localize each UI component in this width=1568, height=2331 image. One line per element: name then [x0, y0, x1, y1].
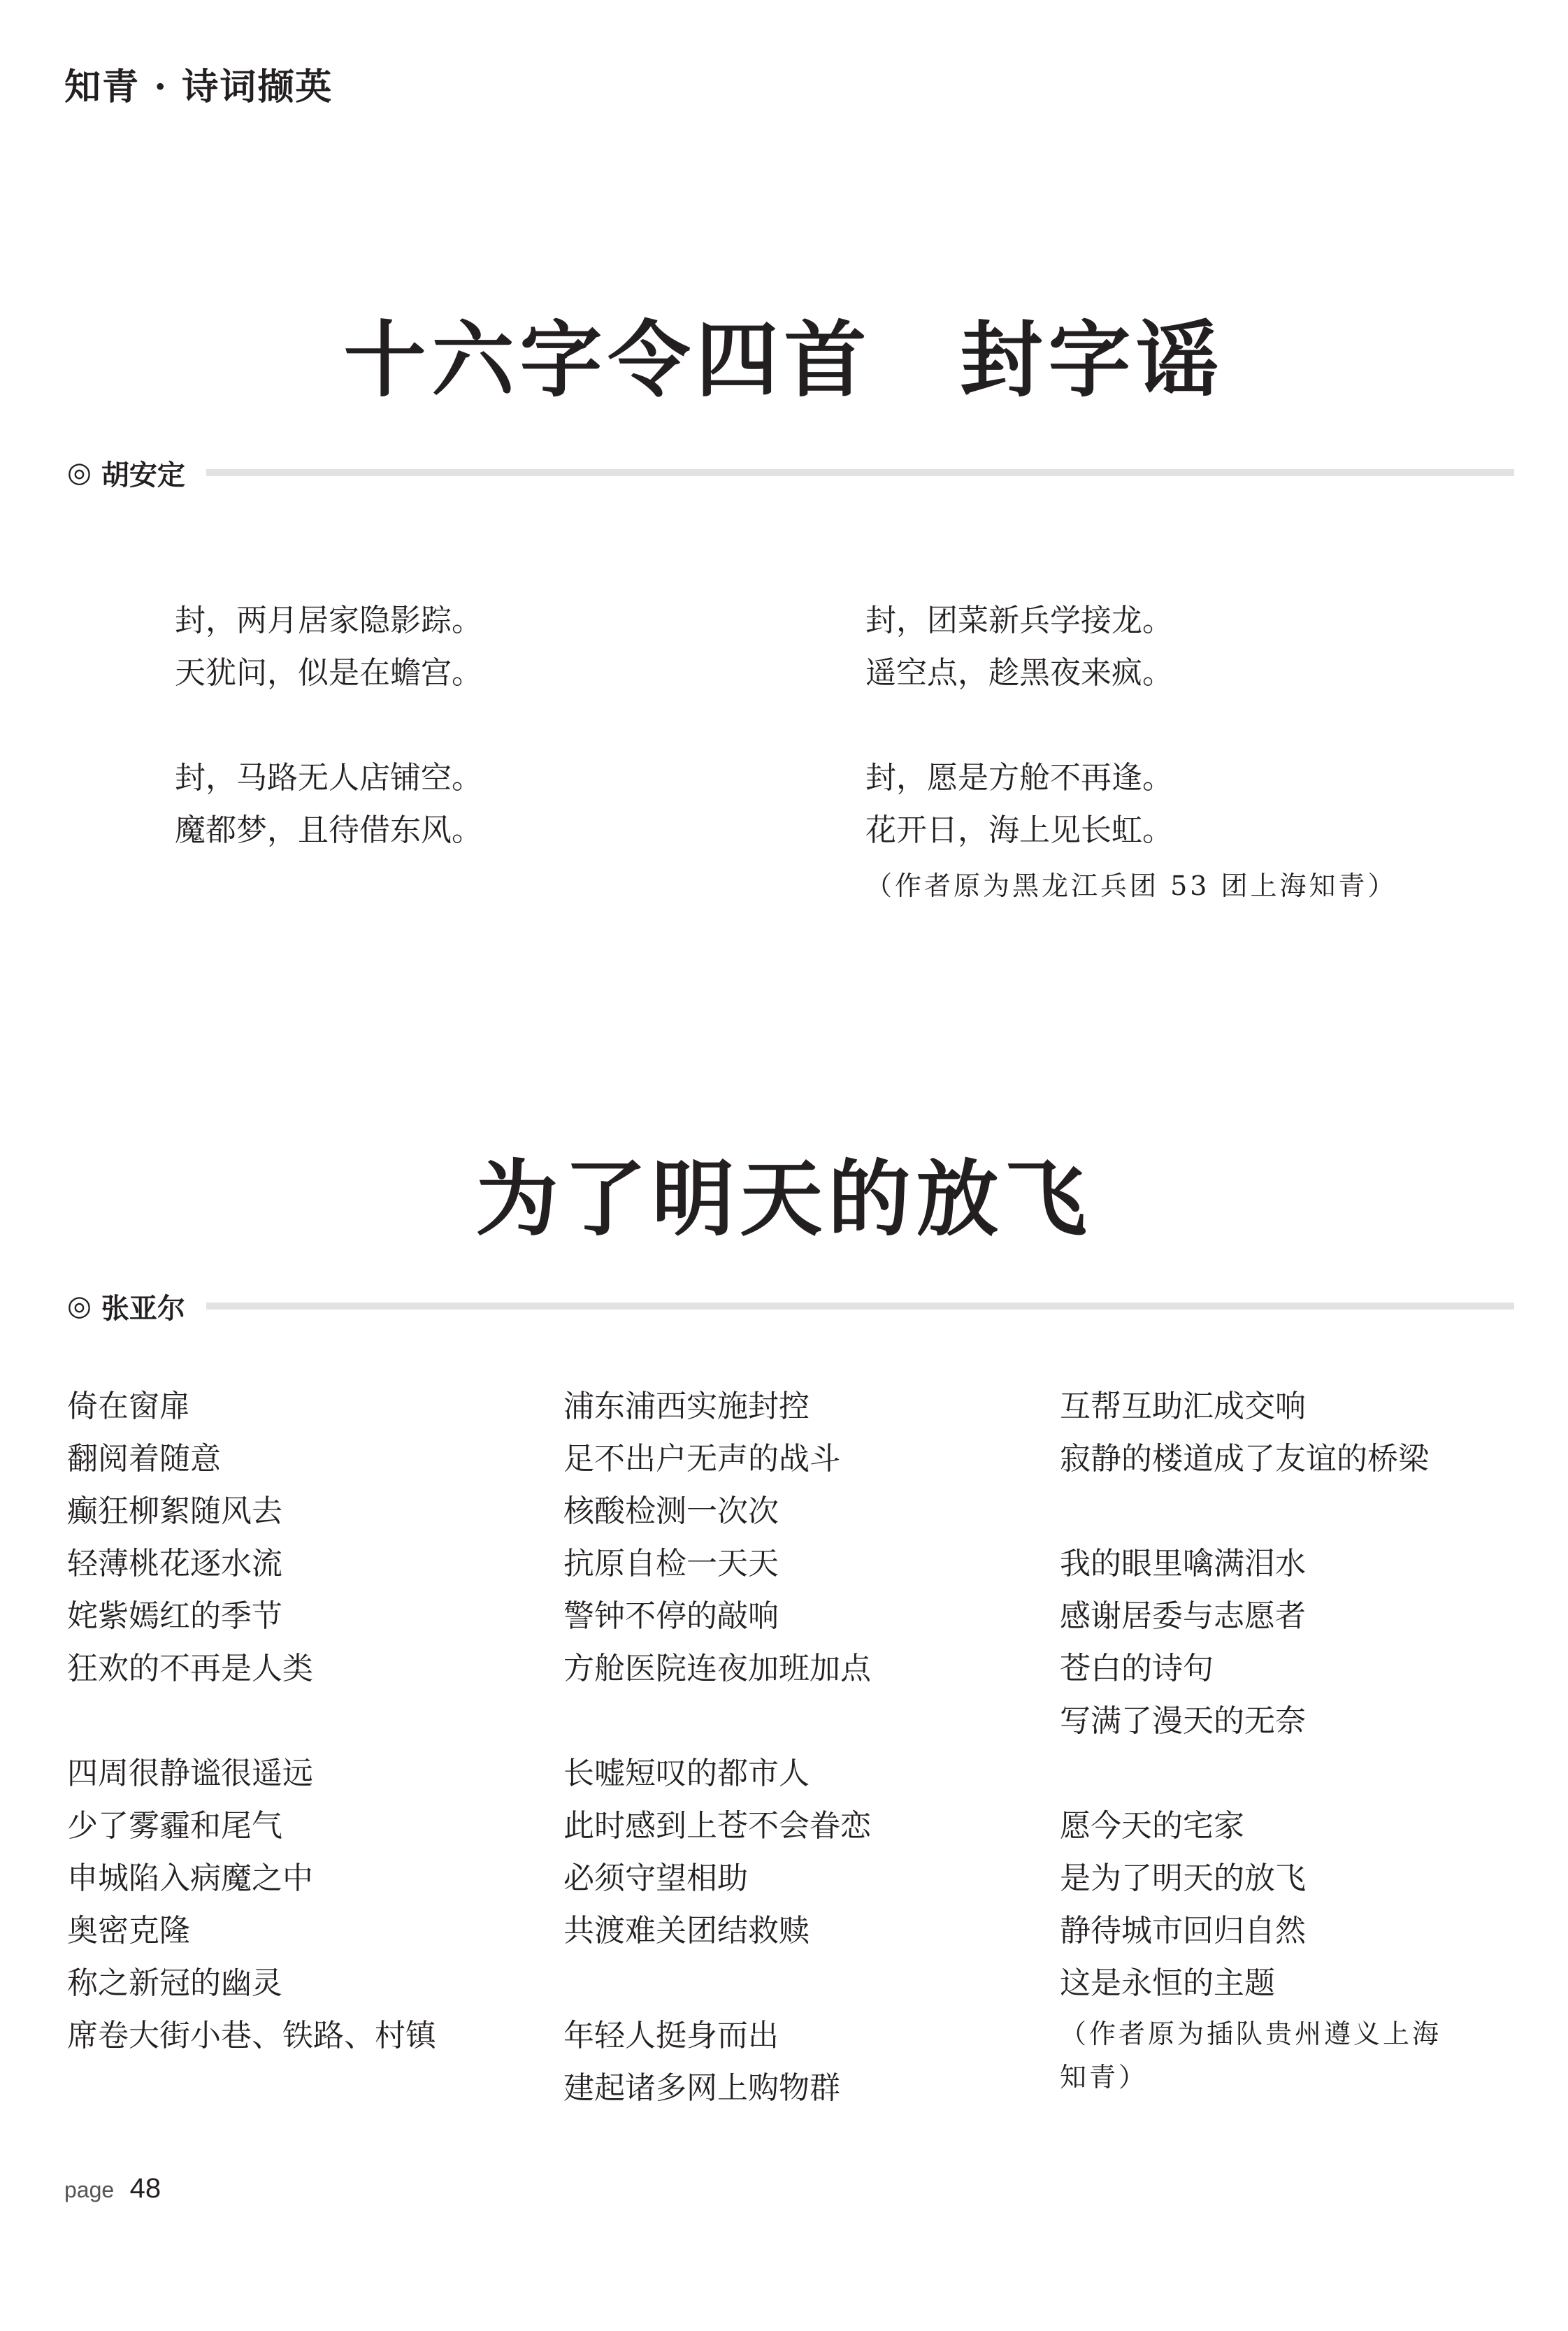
poem-line: 寂静的楼道成了友谊的桥梁 — [1060, 1441, 1429, 1477]
poem-line: 封，团菜新兵学接龙。 — [865, 603, 1173, 638]
note-line: （作者原为插队贵州遵义上海 — [1060, 2018, 1442, 2049]
poem-line: 花开日，海上见长虹。 — [865, 812, 1173, 848]
poem-line: 建起诸多网上购物群 — [563, 2070, 840, 2106]
note-line: 知青） — [1060, 2062, 1149, 2093]
poem-line: 姹紫嫣红的季节 — [67, 1598, 282, 1634]
poem-line: 魔都梦，且待借东风。 — [175, 812, 482, 848]
poem2-byline — [67, 1285, 1514, 1327]
poem-line: 翻阅着随意 — [67, 1441, 221, 1477]
author-mark-icon: ◎ — [67, 457, 92, 489]
poem-line: 足不出户无声的战斗 — [563, 1441, 840, 1477]
byline-divider — [206, 469, 1514, 476]
poem-line: 席卷大街小巷、铁路、村镇 — [67, 2018, 436, 2053]
poem-line: 狂欢的不再是人类 — [67, 1651, 313, 1686]
poem-line: 遥空点，趁黑夜来疯。 — [865, 655, 1173, 691]
poem-line: 浦东浦西实施封控 — [563, 1389, 810, 1424]
poem-line: 轻薄桃花逐水流 — [67, 1546, 282, 1582]
poem-line: 封，两月居家隐影踪。 — [175, 603, 482, 638]
poem-line: 共渡难关团结救赎 — [563, 1913, 810, 1949]
poem-line: 封，愿是方舱不再逢。 — [865, 760, 1173, 796]
poem1-author: 胡安定 — [101, 459, 185, 492]
poem1-author-note: （作者原为黑龙江兵团 53 团上海知青） — [865, 870, 1397, 901]
poem2-column-1 — [67, 1380, 436, 2062]
poem-line: 互帮互助汇成交响 — [1060, 1389, 1306, 1424]
poem1-left-column — [175, 594, 482, 856]
author-mark-icon: ◎ — [67, 1290, 92, 1322]
poem-line: 癫狂柳絮随风去 — [67, 1493, 282, 1529]
poem1-byline — [67, 452, 1514, 494]
poem-line: 核酸检测一次次 — [563, 1493, 779, 1529]
poem1-right-column — [865, 594, 1173, 856]
poem2-title: 为了明天的放飞 — [475, 1151, 1093, 1247]
poem-line: 年轻人挺身而出 — [563, 2018, 779, 2053]
poem-line: 静待城市回归自然 — [1060, 1913, 1306, 1949]
poem-line: 愿今天的宅家 — [1060, 1808, 1244, 1844]
poem-line: 少了雾霾和尾气 — [67, 1808, 282, 1844]
poem-line: 必须守望相助 — [563, 1860, 748, 1896]
poem-line: 是为了明天的放飞 — [1060, 1860, 1306, 1896]
section-header: 知青 · 诗词撷英 — [64, 66, 333, 108]
poem-line: 四周很静谧很遥远 — [67, 1756, 313, 1791]
poem-line: 称之新冠的幽灵 — [67, 1965, 282, 2001]
page-footer — [64, 2173, 161, 2204]
poem-line: 倚在窗扉 — [67, 1389, 190, 1424]
poem-line: 天犹问，似是在蟾宫。 — [175, 655, 482, 691]
poem-line: 我的眼里噙满泪水 — [1060, 1546, 1306, 1582]
poem-line: 申城陷入病魔之中 — [67, 1860, 313, 1896]
poem-line: 这是永恒的主题 — [1060, 1965, 1275, 2001]
poem-line: 写满了漫天的无奈 — [1060, 1703, 1306, 1739]
byline-divider — [206, 1303, 1514, 1310]
poem2-column-3 — [1060, 1380, 1429, 2009]
poem-line: 抗原自检一天天 — [563, 1546, 779, 1582]
poem1-title: 十六字令四首 封字谣 — [343, 312, 1225, 408]
poem2-author-note — [1060, 2012, 1441, 2099]
page-label: page — [64, 2177, 115, 2202]
poem-line: 此时感到上苍不会眷恋 — [563, 1808, 871, 1844]
page-number: 48 — [129, 2173, 161, 2204]
poem-line: 奥密克隆 — [67, 1913, 190, 1949]
poem2-author: 张亚尔 — [101, 1292, 185, 1325]
poem-line: 方舱医院连夜加班加点 — [563, 1651, 871, 1686]
poem-line: 感谢居委与志愿者 — [1060, 1598, 1306, 1634]
poem-line: 苍白的诗句 — [1060, 1651, 1214, 1686]
poem-line: 封，马路无人店铺空。 — [175, 760, 482, 796]
poem-line: 长嘘短叹的都市人 — [563, 1756, 810, 1791]
poem-line: 警钟不停的敲响 — [563, 1598, 779, 1634]
poem2-column-2 — [563, 1380, 871, 2114]
